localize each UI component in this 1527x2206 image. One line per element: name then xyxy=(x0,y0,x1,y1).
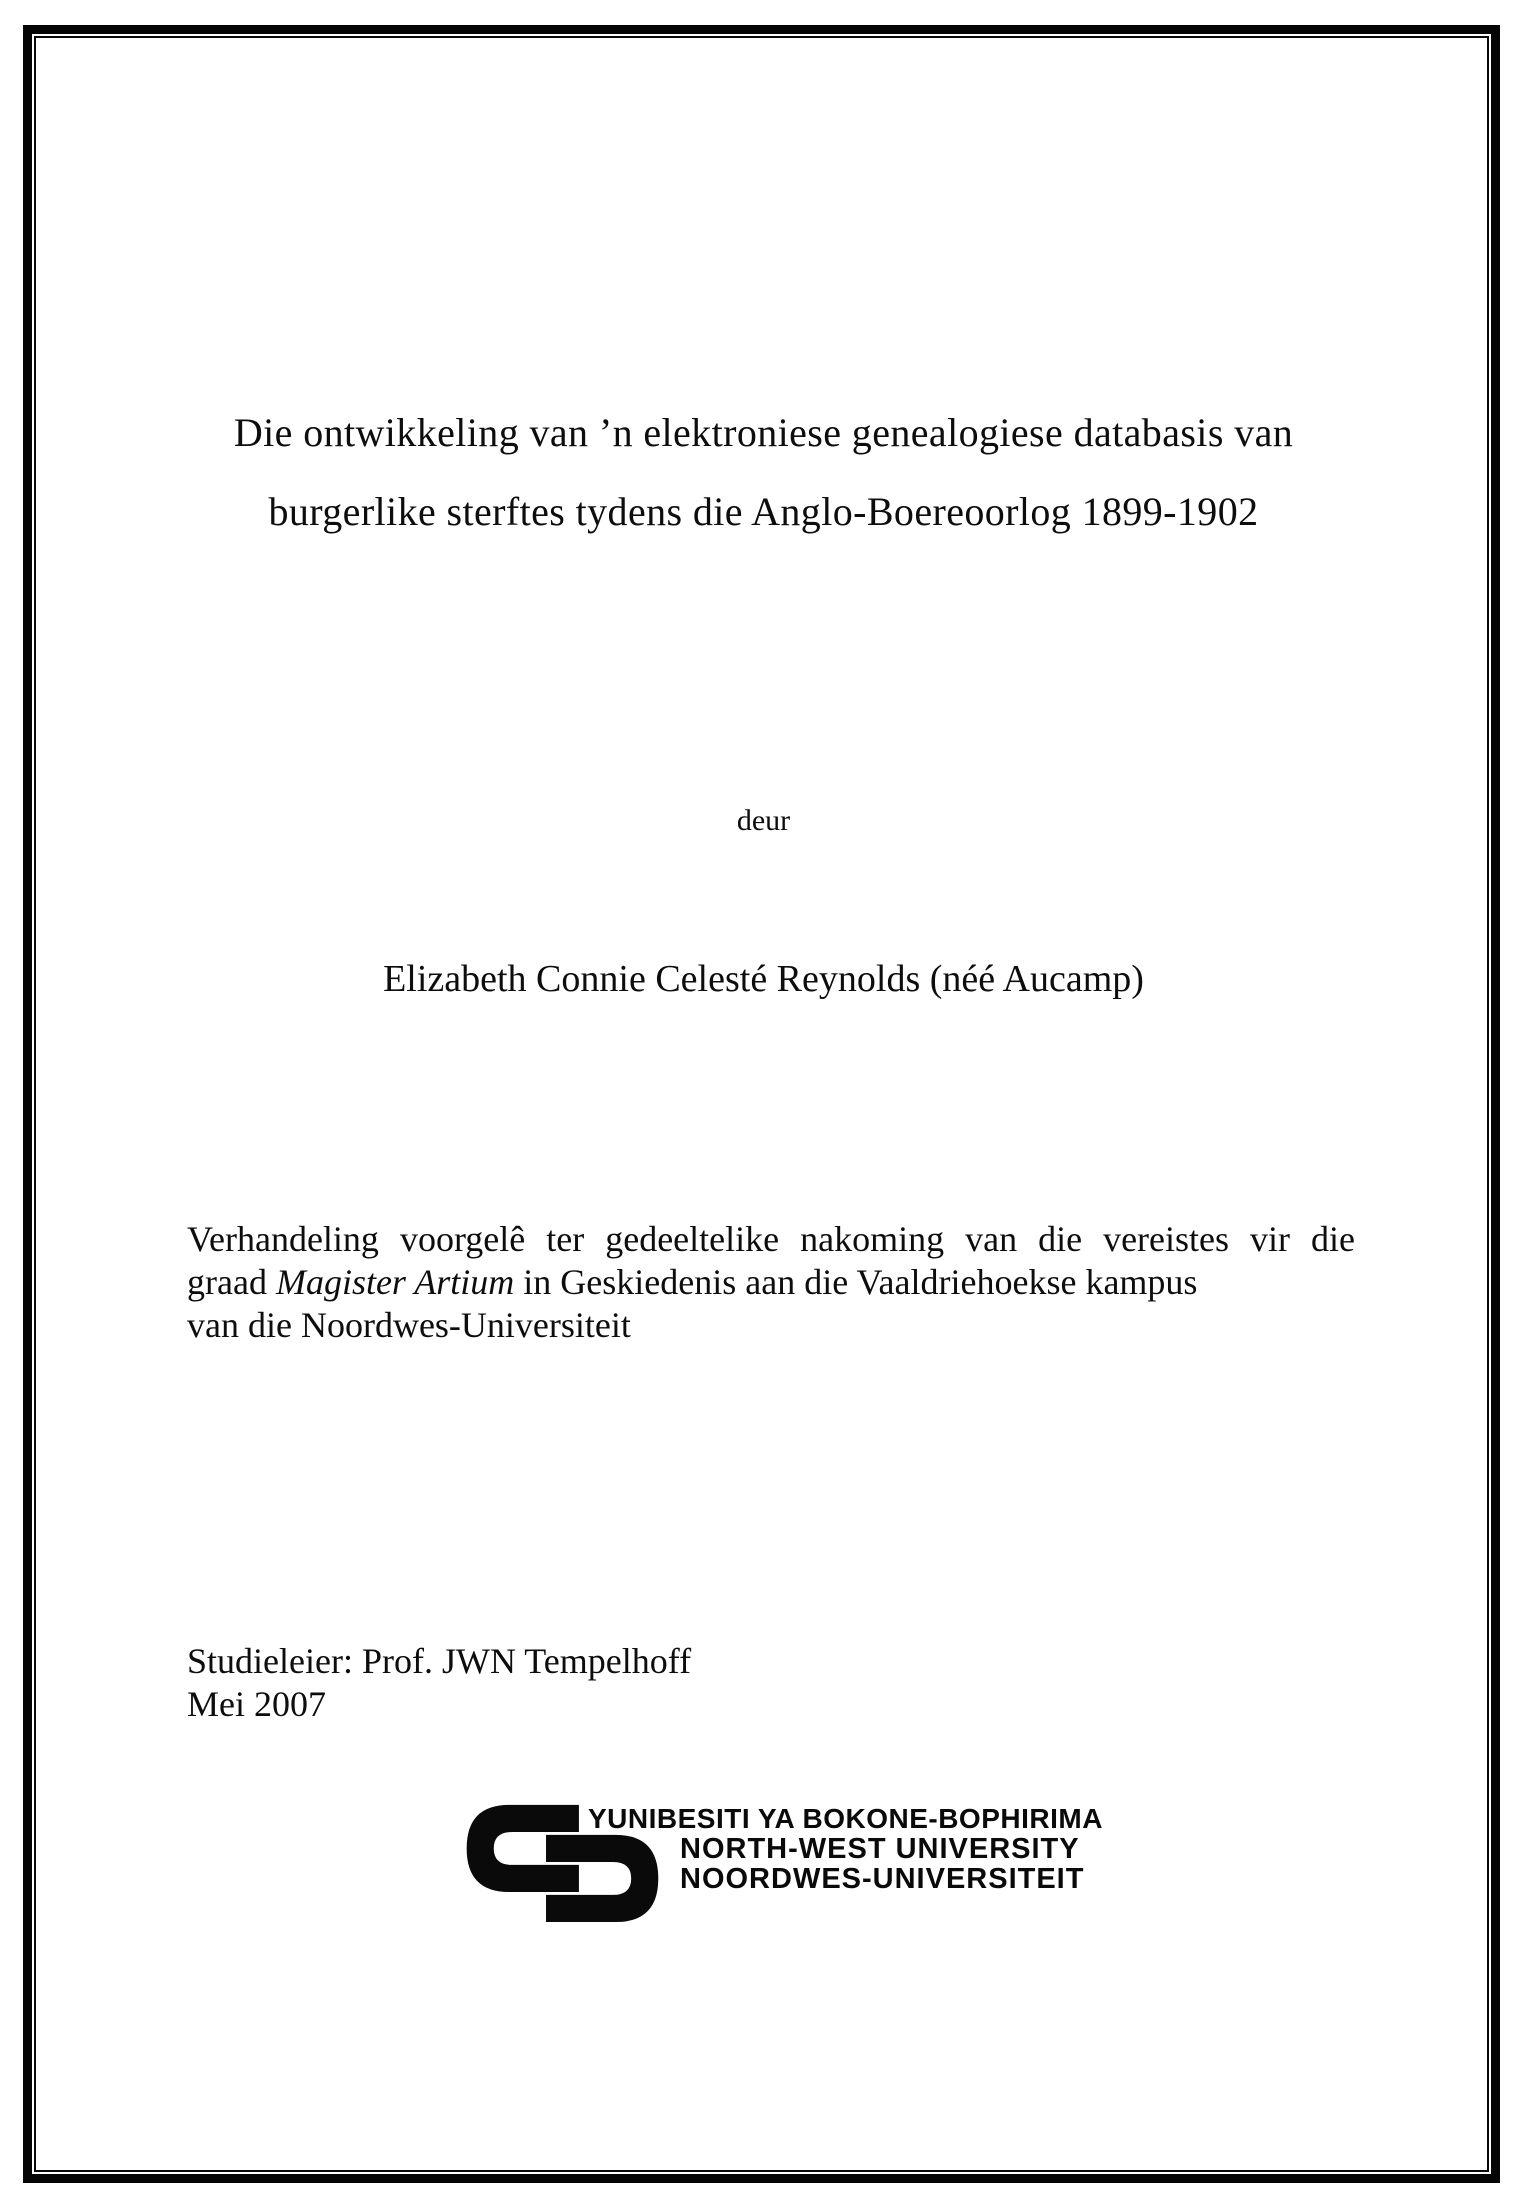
author-name: Elizabeth Connie Celesté Reynolds (néé Aucamp) xyxy=(383,958,1144,1000)
logo-text-english: NORTH-WEST UNIVERSITY xyxy=(680,1833,1080,1865)
thesis-title-line1: Die ontwikkeling van ’n elektroniese genealogiese databasis van xyxy=(233,410,1294,455)
thesis-title-line2: burgerlike sterftes tydens die Anglo-Boereoorlog 1899-1902 xyxy=(268,489,1259,534)
degree-name-italic: Magister Artium xyxy=(275,1262,515,1302)
logo-text-afrikaans: NOORDWES-UNIVERSITEIT xyxy=(680,1863,1085,1895)
supervisor-block xyxy=(187,1640,691,1726)
university-logo xyxy=(463,1800,1103,1930)
degree-statement-line1: Verhandeling voorgelê ter gedeeltelike nakoming van die vereistes vir die xyxy=(187,1219,1355,1259)
byline-label: deur xyxy=(736,804,791,837)
date-line: Mei 2007 xyxy=(187,1684,326,1724)
university-logo-text xyxy=(588,1804,1103,1894)
logo-text-setswana: YUNIBESITI YA BOKONE-BOPHIRIMA xyxy=(588,1803,1103,1834)
degree-statement-line2-prefix: graad xyxy=(187,1262,276,1302)
degree-statement-line3: van die Noordwes-Universiteit xyxy=(187,1305,631,1345)
degree-statement-line2-suffix: in Geskiedenis aan die Vaaldriehoekse kampus xyxy=(514,1262,1198,1302)
degree-statement-line2 xyxy=(187,1261,1355,1304)
supervisor-line: Studieleier: Prof. JWN Tempelhoff xyxy=(187,1641,692,1681)
degree-statement xyxy=(187,1218,1355,1347)
thesis-title xyxy=(60,393,1467,551)
